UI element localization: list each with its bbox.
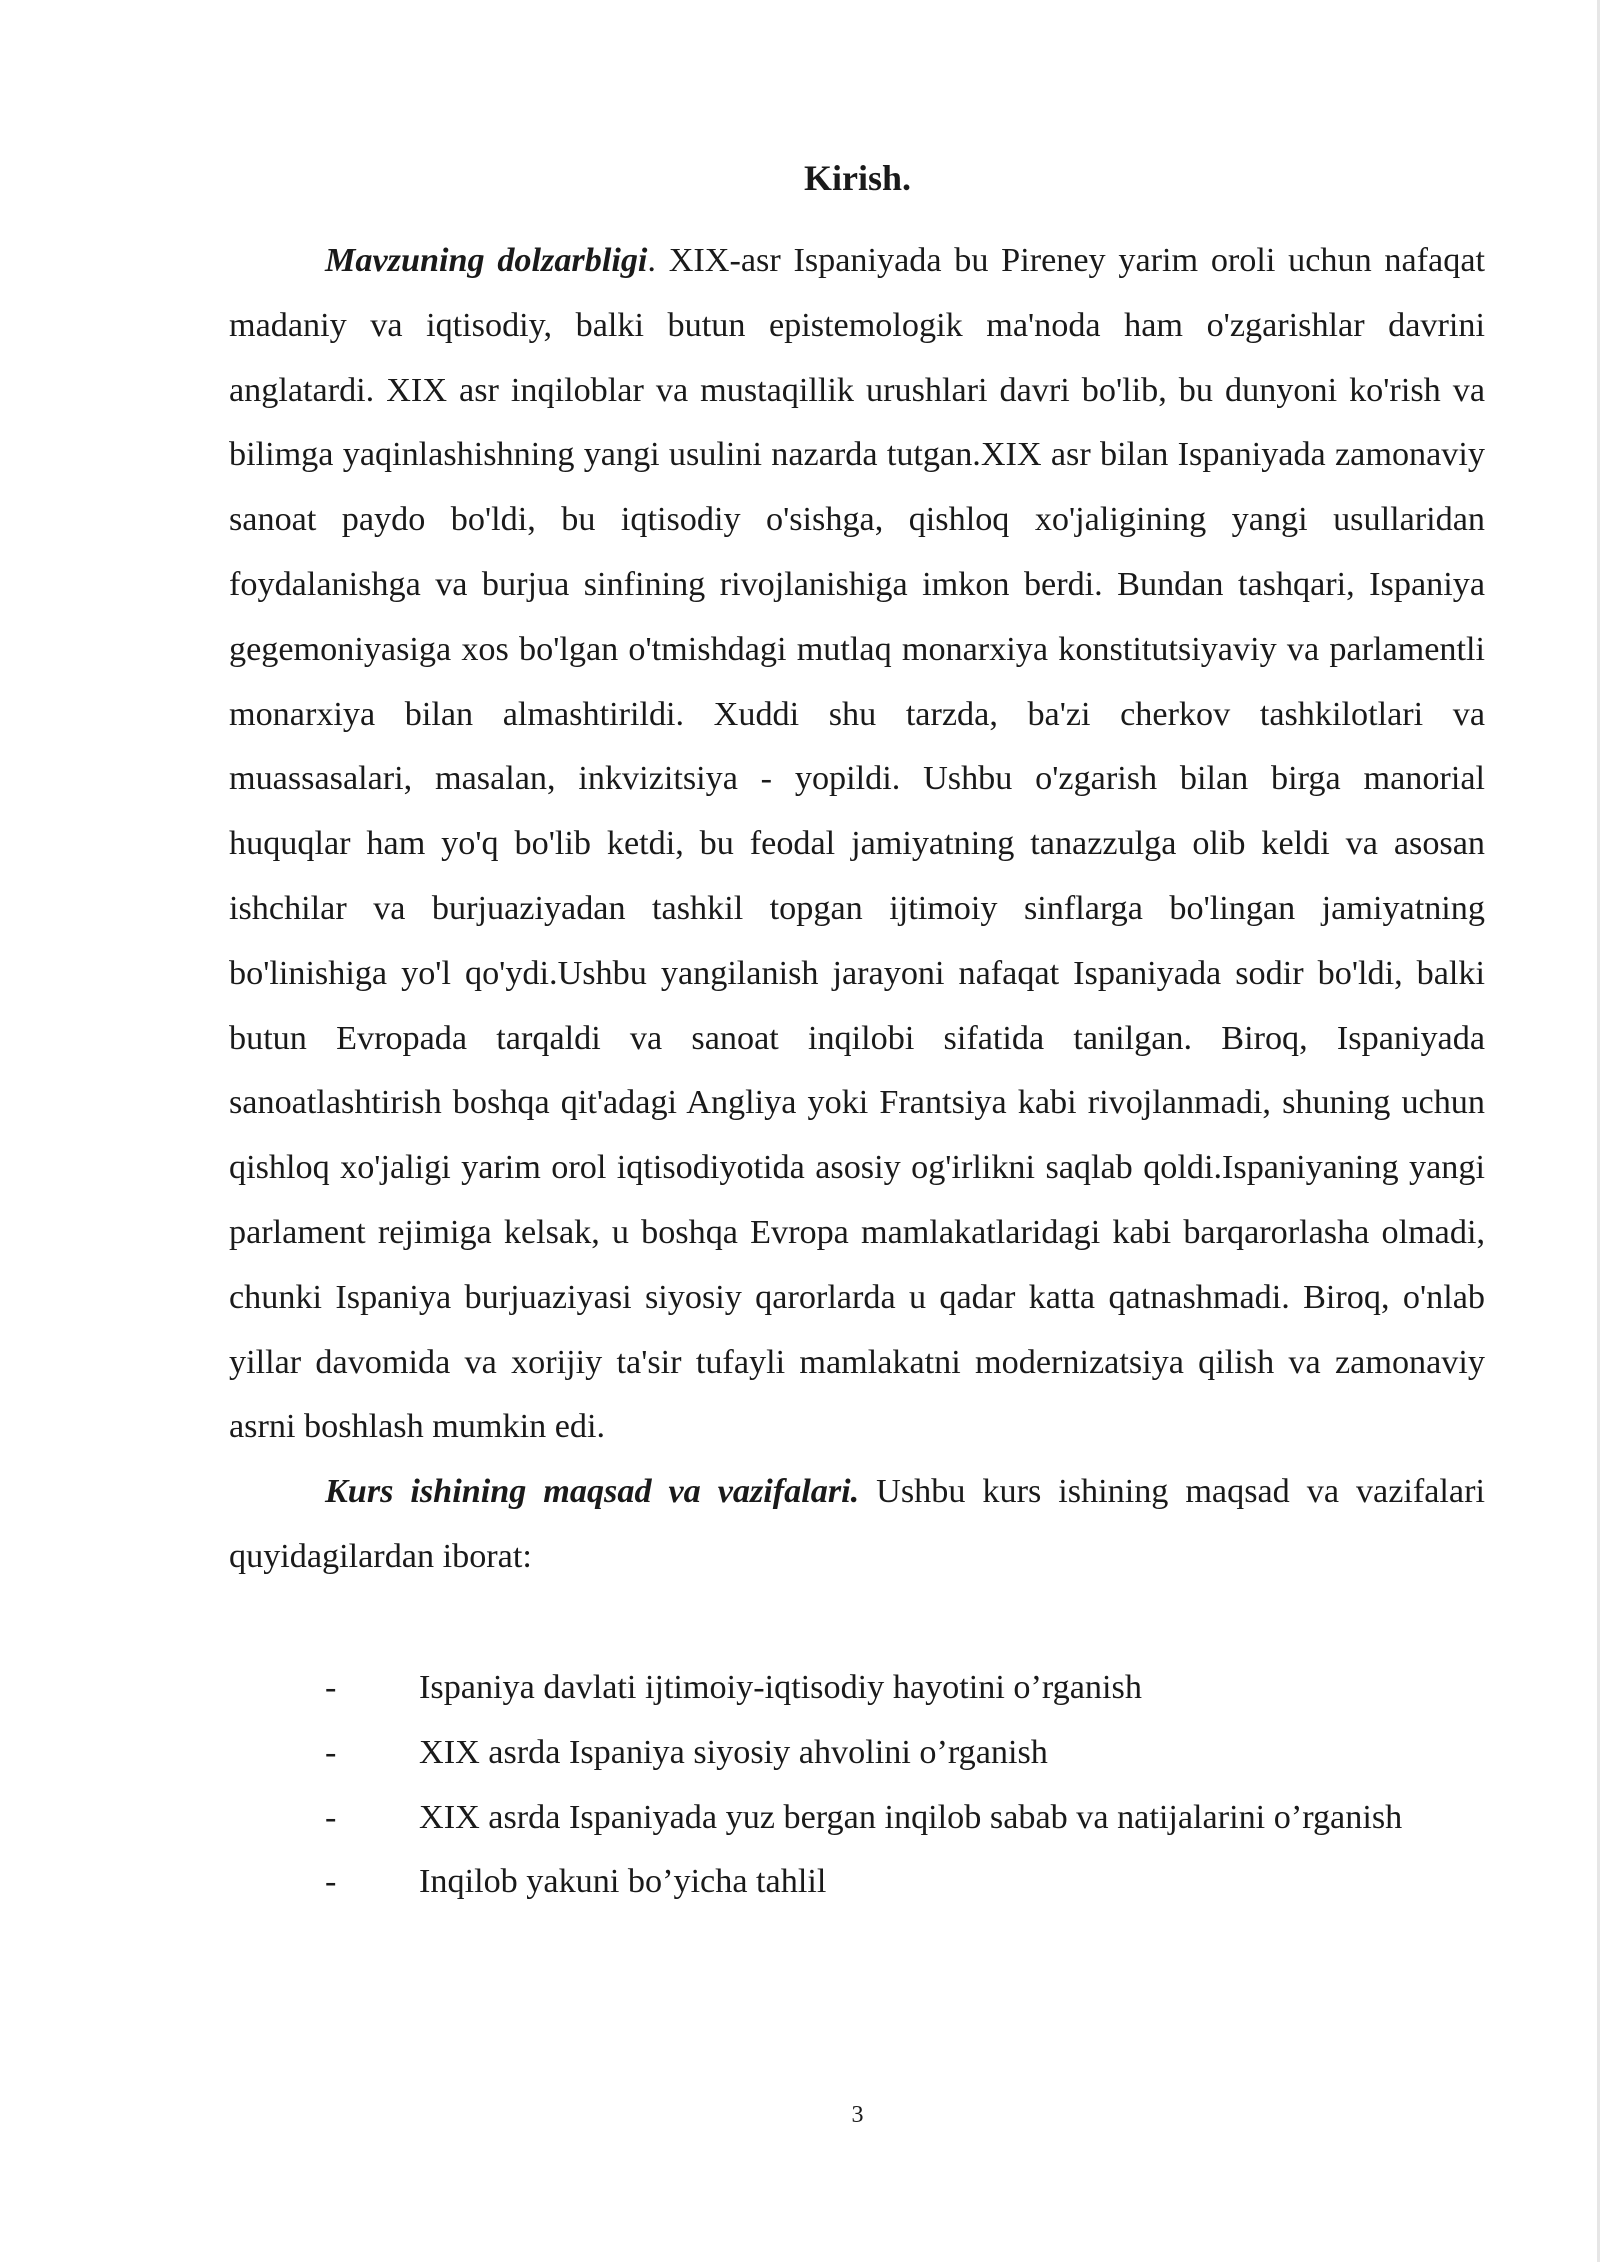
list-dash: - [325, 1669, 337, 1706]
paragraph-text-relevance: . XIX-asr Ispaniyada bu Pireney yarim oroli uchun nafaqat madaniy va iqtisodiy, balki butun epistemologik ma'noda ham o'zgarishlar davrini anglatardi. XIX asr inqiloblar va mustaqillik urushlari davri bo'lib, bu dunyoni ko'rish va bilimga yaqinlashishning yangi usulini nazarda tutgan.XIX asr bilan Ispaniyada zamonaviy sanoat paydo bo'ldi, bu iqtisodiy o'sishga, qishloq xo'jaligining yangi usullaridan foydalanishga va burjua sinfining rivojlanishiga imkon berdi. Bundan tashqari, Ispaniya gegemoniyasiga xos bo'lgan o'tmishdagi mutlaq monarxiya konstitutsiyaviy va parlamentli monarxiya bilan almashtirildi. Xuddi shu tarzda, ba'zi cherkov tashkilotlari va muassasalari, masalan, inkvizitsiya - yopildi. Ushbu o'zgarish bilan birga manorial huquqlar ham yo'q bo'lib ketdi, bu feodal jamiyatning tanazzulga olib keldi va asosan ishchilar va burjuaziyadan tashkil topgan ijtimoiy sinflarga bo'lingan jamiyatning bo'linishiga yo'l qo'ydi.Ushbu yangilanish jarayoni nafaqat Ispaniyada sodir bo'ldi, balki butun Evropada tarqaldi va sanoat inqilobi sifatida tanilgan. Biroq, Ispaniyada sanoatlashtirish boshqa qit'adagi Angliya yoki Frantsiya kabi rivojlanmadi, shuning uchun qishloq xo'jaligi yarim orol iqtisodiyotida asosiy og'irlikni saqlab qoldi.Ispaniyaning yangi parlament rejimiga kelsak, u boshqa Evropa mamlakatlaridagi kabi barqarorlasha olmadi, chunki Ispaniya burjuaziyasi siyosiy qarorlarda u qadar katta qatnashmadi. Biroq, o'nlab yillar davomida va xorijiy ta'sir tufayli mamlakatni modernizatsiya qilish va zamonaviy asrni boshlash mumkin edi. [229, 242, 1485, 1446]
body-text [229, 229, 1485, 1590]
list-item-text: Ispaniya davlati ijtimoiy-iqtisodiy hayotini o’rganish [419, 1669, 1142, 1706]
list-item [229, 1786, 1485, 1851]
paragraph-lead-goals: Kurs ishining maqsad va vazifalari. [325, 1473, 860, 1511]
goals-list [229, 1656, 1485, 1915]
list-item [229, 1656, 1485, 1721]
paragraph-lead-relevance: Mavzuning dolzarbligi [325, 242, 648, 279]
paragraph-goals [229, 1460, 1485, 1590]
list-item-text: XIX asrda Ispaniyada yuz bergan inqilob sabab va natijalarini o’rganish [419, 1798, 1403, 1836]
list-dash: - [325, 1733, 337, 1771]
list-item [229, 1850, 1485, 1915]
list-item-text: Inqilob yakuni bo’yicha tahlil [419, 1863, 827, 1901]
page-title: Kirish. [803, 158, 911, 198]
paragraph-relevance [229, 229, 1485, 1460]
page-number: 3 [851, 2102, 864, 2128]
list-dash: - [325, 1863, 337, 1901]
list-dash: - [325, 1798, 337, 1836]
paragraph-text-goals: Ushbu kurs ishining maqsad va vazifalari quyidagilardan iborat: [229, 1473, 1485, 1575]
list-item [229, 1721, 1485, 1786]
list-item-text: XIX asrda Ispaniya siyosiy ahvolini o’rganish [419, 1733, 1048, 1771]
